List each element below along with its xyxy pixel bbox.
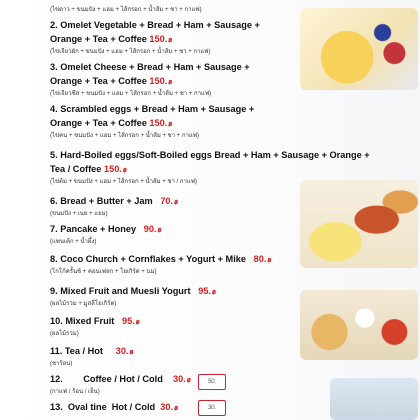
- item-title: 13. Oval tine Hot / Cold: [50, 402, 156, 412]
- item-thai: (โกโก้ครั้นช์ + คอนเฟลก + โยเกิร์ต + นม): [50, 269, 157, 275]
- item-price: 80.: [253, 254, 267, 264]
- item-thai: (ไข่ต้ม + ขนมปัง + แฮม + ไส้กรอก + น้ำส้ม + ชา / กาแฟ): [50, 179, 197, 185]
- item-price: 30.: [173, 374, 186, 384]
- item-price: 30.: [115, 346, 129, 356]
- menu-item: [50, 284, 320, 309]
- baht-sign: ฿: [186, 378, 191, 384]
- menu-item: [50, 252, 310, 277]
- item-price: 30.: [160, 402, 174, 412]
- menu-item: [50, 148, 410, 187]
- item-title: 12. Coffee / Hot / Cold: [50, 374, 163, 384]
- item-thai: (ผลไม้รวม + มูสลี่โยเกิร์ต): [50, 301, 117, 307]
- item-thai: (ไข่ดาว + ขนมปัง + แฮม + ไส้กรอก + น้ำส้ม + ชา + กาแฟ): [50, 7, 202, 13]
- item-title-line2: Orange + Tea + Coffee: [50, 118, 147, 128]
- item-price: 90.: [143, 224, 157, 234]
- item-price: 150.: [149, 118, 168, 128]
- menu-item: [50, 18, 320, 57]
- baht-sign: ฿: [135, 320, 140, 326]
- baht-sign: ฿: [212, 290, 217, 296]
- menu-item: [50, 194, 320, 219]
- item-price: 95.: [122, 316, 135, 326]
- item-thai: (ขนมปัง + เนย + แยม): [50, 211, 108, 217]
- baht-sign: ฿: [174, 200, 179, 206]
- item-title: 6. Bread + Butter + Jam: [50, 196, 153, 206]
- item-title: 11. Tea / Hot: [50, 346, 103, 356]
- baht-sign: ฿: [168, 122, 173, 128]
- baht-sign: ฿: [168, 38, 173, 44]
- item-thai: (แพนเค้ก + น้ำผึ้ง): [50, 239, 97, 245]
- item-title: 7. Pancake + Honey: [50, 224, 137, 234]
- item-price: 150.: [149, 76, 168, 86]
- item-thai: (ไข่เจียวชีส + ขนมปัง + แฮม + ไส้กรอก + น้ำส้ม + ชา + กาแฟ): [50, 91, 212, 97]
- item-title: 5. Hard-Boiled eggs/Soft-Boiled eggs Bread + Ham + Sausage + Orange +: [50, 150, 370, 160]
- item-title: 3. Omelet Cheese + Bread + Ham + Sausage +: [50, 62, 250, 72]
- item-thai: (ชาร้อน): [50, 361, 73, 367]
- menu-item: [50, 6, 320, 15]
- menu-item: [50, 102, 320, 141]
- item-thai: (ไข่เจียวผัก + ขนมปัง + แฮม + ไส้กรอก + น้ำส้ม + ชา + กาแฟ): [50, 49, 211, 55]
- baht-sign: ฿: [129, 350, 134, 356]
- menu-item: [50, 344, 320, 369]
- item-title-line2: Tea / Coffee: [50, 164, 102, 174]
- baht-sign: ฿: [168, 80, 173, 86]
- menu-item: [50, 314, 320, 339]
- price-stamp: 50.: [198, 374, 226, 390]
- menu-item: [50, 60, 320, 99]
- item-title: 9. Mixed Fruit and Muesli Yogurt: [50, 286, 191, 296]
- item-title-line2: Orange + Tea + Coffee: [50, 34, 147, 44]
- menu-item: [50, 372, 320, 397]
- price-stamp: 30.: [198, 400, 226, 416]
- item-price: 150.: [149, 34, 168, 44]
- item-title: 10. Mixed Fruit: [50, 316, 115, 326]
- baht-sign: ฿: [157, 228, 162, 234]
- item-title: 4. Scrambled eggs + Bread + Ham + Sausage +: [50, 104, 255, 114]
- item-price: 70.: [160, 196, 174, 206]
- item-thai: (กาแฟ / ร้อน / เย็น): [50, 389, 100, 395]
- item-price: 95.: [198, 286, 212, 296]
- baht-sign: ฿: [174, 406, 179, 412]
- menu-item: [50, 400, 320, 416]
- baht-sign: ฿: [122, 168, 128, 174]
- item-thai: (ไข่คน + ขนมปัง + แฮม + ไส้กรอก + น้ำส้ม + ชา + กาแฟ): [50, 133, 200, 139]
- drink-photo: [330, 378, 418, 420]
- menu-item: [50, 222, 320, 247]
- item-title: 2. Omelet Vegetable + Bread + Ham + Sausage +: [50, 20, 260, 30]
- baht-sign: ฿: [267, 258, 272, 264]
- item-title: 8. Coco Church + Cornflakes + Yogurt + Mike: [50, 254, 246, 264]
- item-thai: (ผลไม้รวม): [50, 331, 79, 337]
- item-price: 150.: [103, 164, 122, 174]
- item-title-line2: Orange + Tea + Coffee: [50, 76, 147, 86]
